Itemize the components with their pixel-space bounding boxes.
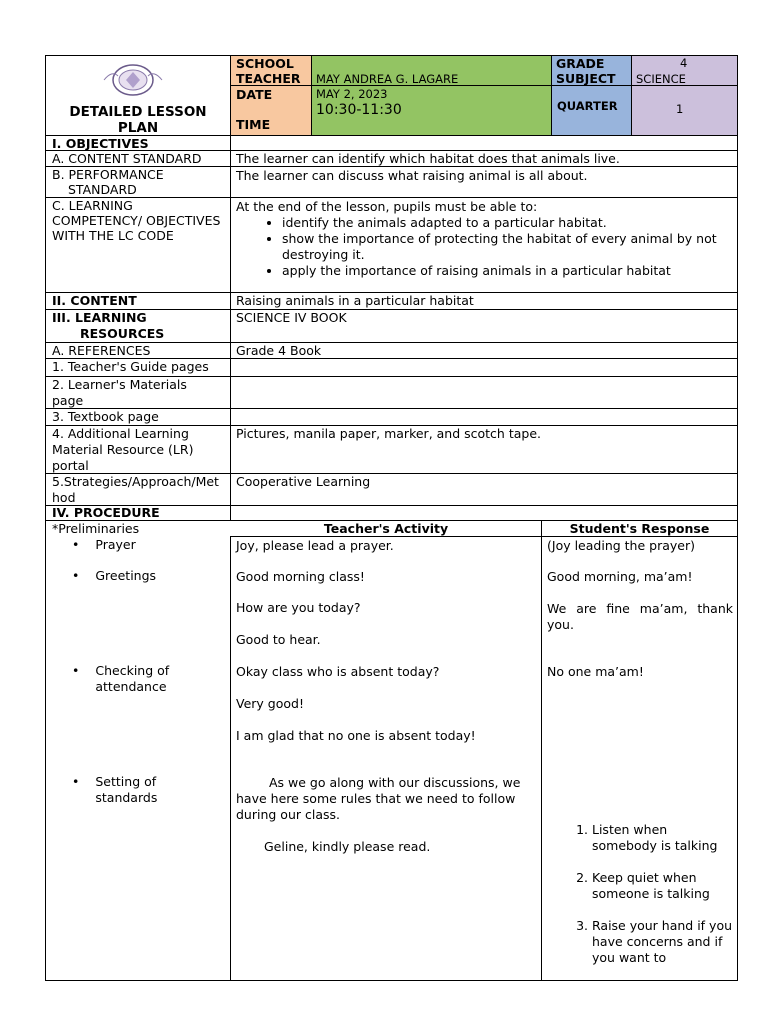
performance-standard-label [52, 167, 164, 197]
step-label: Setting of standards [95, 774, 158, 805]
teacher-activity-header: Teacher's Activity [323, 521, 449, 536]
student-rules-list [547, 822, 735, 982]
student-line-3: We are fine ma’am, thank you. [547, 601, 733, 632]
strategies-value: Cooperative Learning [236, 474, 371, 489]
bullet: • [72, 568, 80, 583]
content-heading: II. CONTENT [52, 293, 137, 308]
teacher-name: MAY ANDREA G. LAGARE [316, 72, 459, 86]
bullet: • [72, 663, 80, 678]
learning-resources-heading [52, 310, 164, 342]
time-value: 10:30-11:30 [316, 102, 402, 118]
step-label: Prayer [95, 537, 136, 552]
school-label: SCHOOL [236, 56, 294, 71]
objectives-heading: I. OBJECTIVES [52, 136, 149, 151]
quarter-value: 1 [676, 102, 684, 116]
resources-heading-line-1: III. LEARNING [52, 310, 147, 325]
time-label: TIME [236, 117, 271, 132]
grade-value: 4 [680, 56, 688, 70]
list-item: 2. Keep quiet when someone is talking [592, 870, 735, 902]
step-attendance [72, 663, 212, 695]
teacher-line-7: I am glad that no one is absent today! [236, 728, 476, 743]
content-standard-text: The learner can identify which habitat does that animals live. [236, 151, 620, 166]
competency-content [236, 199, 731, 279]
teacher-line-1: Joy, please lead a prayer. [236, 538, 394, 553]
references-value: Grade 4 Book [236, 343, 322, 358]
resources-heading-line-2: RESOURCES [80, 326, 165, 341]
step-label: Checking of attendance [95, 663, 170, 694]
subject-value: SCIENCE [636, 72, 686, 86]
student-response-header: Student's Response [569, 521, 710, 536]
subject-label: SUBJECT [556, 71, 616, 86]
teacher-line-8: As we go along with our discussions, we have here some rules that we need to follow during our class. [236, 775, 521, 822]
bullet: • [72, 774, 80, 789]
list-item: • apply the importance of raising animals in a particular habitat [282, 263, 731, 279]
learners-materials-label: 2. Learner's Materials page [52, 377, 187, 408]
lesson-plan-title [46, 104, 230, 136]
additional-resources-value: Pictures, manila paper, marker, and scotch tape. [236, 426, 541, 441]
student-line-2: Good morning, ma’am! [547, 569, 693, 584]
competency-list [236, 215, 731, 279]
title-line-1: DETAILED LESSON [69, 104, 207, 120]
strategies-label: 5.Strategies/Approach/Method [52, 474, 219, 505]
teacher-line-9: Geline, kindly please read. [264, 839, 431, 854]
bullet: • [72, 537, 80, 552]
competency-intro: At the end of the lesson, pupils must be able to: [236, 199, 538, 214]
references-label: A. REFERENCES [52, 343, 151, 358]
additional-resources-label: 4. Additional Learning Material Resource (LR) portal [52, 426, 194, 473]
deped-seal-logo [100, 62, 166, 98]
performance-label-line-1: B. PERFORMANCE [52, 167, 164, 182]
step-label: Greetings [95, 568, 157, 583]
grade-label: GRADE [556, 56, 605, 71]
content-text: Raising animals in a particular habitat [236, 293, 474, 308]
teacher-line-4: Good to hear. [236, 632, 321, 647]
teacher-line-2: Good morning class! [236, 569, 365, 584]
step-greetings [72, 568, 156, 583]
list-item: 1. Listen when somebody is talking [592, 822, 735, 854]
date-value: MAY 2, 2023 [316, 87, 388, 101]
teachers-guide-label: 1. Teacher's Guide pages [52, 359, 209, 374]
step-standards [72, 774, 212, 806]
step-prayer [72, 537, 136, 552]
date-label: DATE [236, 87, 273, 102]
teacher-label: TEACHER [236, 71, 301, 86]
competency-label: C. LEARNING COMPETENCY/ OBJECTIVES WITH THE LC CODE [52, 198, 221, 243]
teacher-line-3: How are you today? [236, 600, 361, 615]
performance-label-line-2: STANDARD [68, 182, 137, 197]
content-standard-label: A. CONTENT STANDARD [52, 151, 202, 166]
performance-standard-text: The learner can discuss what raising animal is all about. [236, 168, 588, 183]
procedure-heading: IV. PROCEDURE [52, 505, 160, 520]
student-line-4: No one ma’am! [547, 664, 644, 679]
list-item: 3. Raise your hand if you have concerns and if you want to [592, 918, 735, 966]
student-line-1: (Joy leading the prayer) [547, 538, 695, 553]
quarter-label: QUARTER [557, 99, 618, 113]
resources-book: SCIENCE IV BOOK [236, 310, 347, 325]
list-item: • show the importance of protecting the habitat of every animal by not destroying it. [282, 231, 731, 263]
teacher-line-6: Very good! [236, 696, 304, 711]
list-item: • identify the animals adapted to a particular habitat. [282, 215, 731, 231]
teacher-line-5: Okay class who is absent today? [236, 664, 440, 679]
title-line-2: PLAN [117, 120, 159, 136]
preliminaries-label: *Preliminaries [52, 521, 140, 536]
textbook-label: 3. Textbook page [52, 409, 159, 424]
